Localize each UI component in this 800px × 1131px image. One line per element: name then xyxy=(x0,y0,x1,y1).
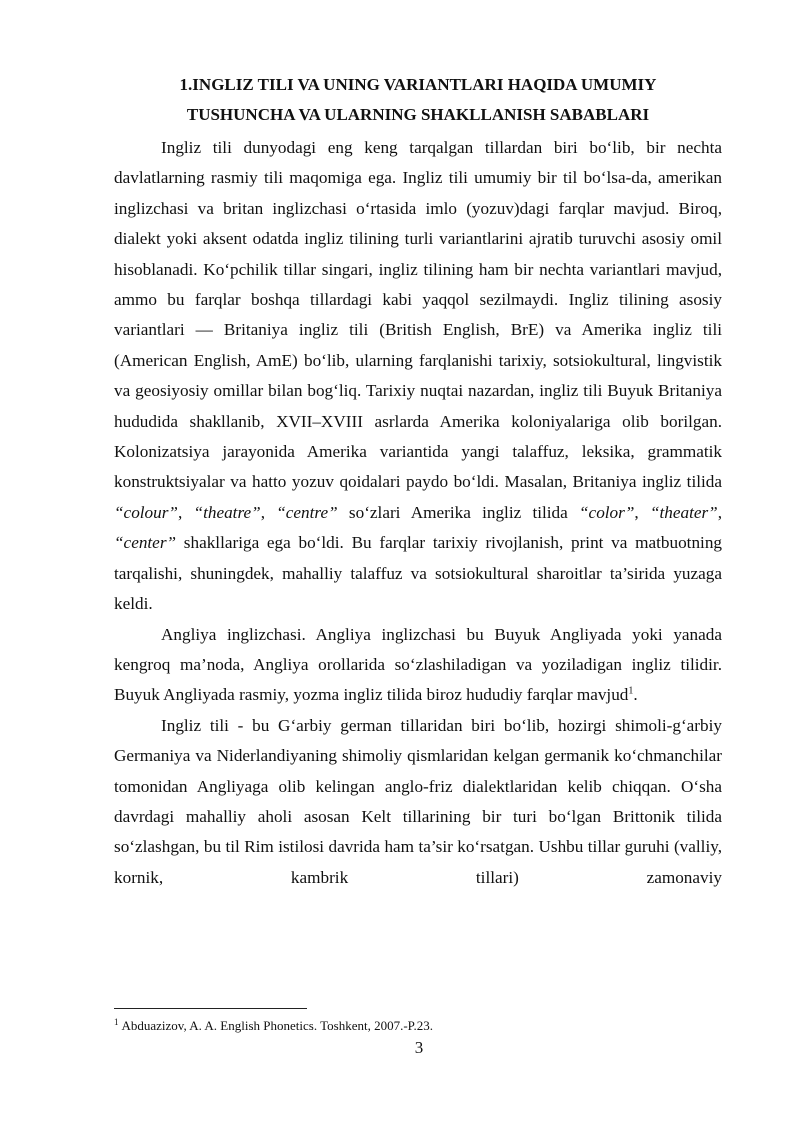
footnote-text: Abduazizov, A. A. English Phonetics. Toshkent, 2007.-P.23. xyxy=(121,1018,433,1033)
footnote-separator xyxy=(114,1008,307,1009)
document-page xyxy=(114,70,722,893)
paragraph-2: Angliya inglizchasi. Angliya inglizchasi bu Buyuk Angliyada yoki yanada kengroq ma’noda, Angliya orollarida so‘zlashiladigan va yoziladigan ingliz tilidir. Buyuk Angliyada rasmiy, yozma ingliz tilida biroz hududiy farqlar mavjud$^1$. xyxy=(114,624,722,705)
example-word-theater: “theater” xyxy=(649,502,718,522)
example-word-centre: “centre” xyxy=(276,502,338,522)
footnote xyxy=(114,1017,722,1035)
example-word-colour: “colour” xyxy=(114,502,178,522)
paragraph-1: Ingliz tili dunyodagi eng keng tarqalgan tillardan biri bo‘lib, bir nechta davlatlarning rasmiy tili maqomiga ega. Ingliz tili umumiy bir til bo‘lsa-da, amerikan inglizchasi va britan inglizchasi o‘rtasida imlo (yozuv)dagi farqlar mavjud. Biroq, dialekt yoki aksent odatda ingliz tilining turli variantlarini ajratib turuvchi asosiy omil hisoblanadi. Ko‘pchilik tillar singari, ingliz tilining ham bir nechta variantlari mavjud, ammo bu farqlar boshqa tillardagi kabi yaqqol sezilmaydi. Ingliz tilining asosiy variantlari — Britaniya ingliz tili (British English, BrE) va Amerika ingliz tili (American English, AmE) bo‘lib, ularning farqlanishi tarixiy, sotsiokultural, lingvistik va geosiyosiy omillar bilan bog‘liq. Tarixiy nuqtai nazardan, ingliz tili Buyuk Britaniya hududida shakllanib, XVII–XVIII asrlarda Amerika koloniyalariga olib borilgan. Kolonizatsiya jarayonida Amerika variantida yangi talaffuz, leksika, grammatik konstruktsiyalar va hatto yozuv qoidalari paydo bo‘ldi. Masalan, Britaniya ingliz tilida “colour”, “theatre”, “centre” so‘zlari Amerika ingliz tilida “color”, “theater”, “center” shakllariga ega bo‘ldi. Bu farqlar tarixiy rivojlanish, print va matbuotning tarqalishi, shuningdek, mahalliy talaffuz va sotsiokultural sharoitlar ta’sirida yuzaga keldi. xyxy=(114,138,723,614)
example-word-center: “center” xyxy=(114,533,177,553)
heading-line-2: TUSHUNCHA VA ULARNING SHAKLLANISH SABABLARI xyxy=(186,105,650,124)
paragraph-3: Ingliz tili - bu G‘arbiy german tillaridan biri bo‘lib, hozirgi shimoli-g‘arbiy Germaniya va Niderlandiyaning shimoliy qismlaridan kelgan germanik ko‘chmanchilar tomonidan Angliyaga olib kelingan anglo-friz dialektlaridan kelib chiqqan. O‘sha davrdagi mahalliy aholi asosan Kelt tillarining bir turi bo‘lgan Brittonik tilida so‘zlashgan, bu til Rim istilosi davrida ham ta’sir ko‘rsatgan. Ushbu tillar guruhi (valliy, kornik, kambrik tillari) zamonaviy xyxy=(114,715,722,887)
section-heading xyxy=(114,70,722,130)
page-number: 3 xyxy=(414,1038,424,1057)
footnote-number: 1 xyxy=(114,1016,119,1027)
example-word-color: “color” xyxy=(579,502,635,522)
example-word-theatre: “theatre” xyxy=(193,502,261,522)
footnote-reference[interactable]: 1 xyxy=(628,685,634,697)
heading-line-1: 1.INGLIZ TILI VA UNING VARIANTLARI HAQIDA UMUMIY xyxy=(179,75,657,94)
